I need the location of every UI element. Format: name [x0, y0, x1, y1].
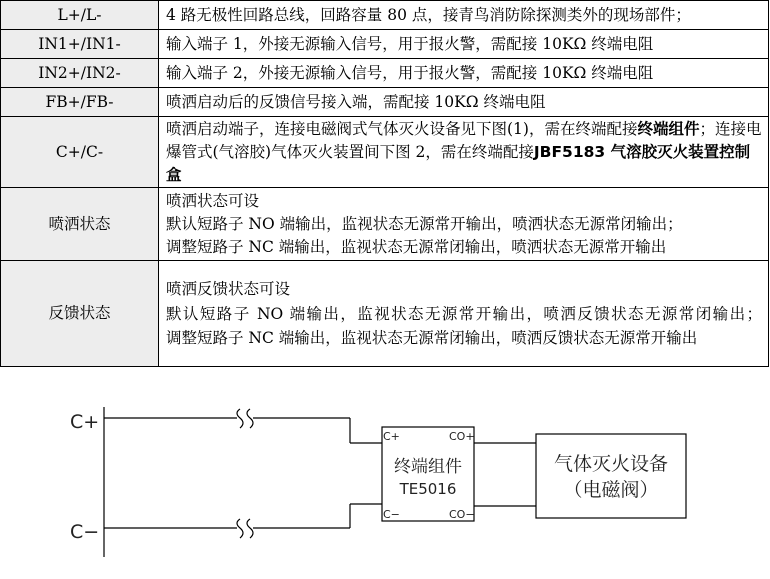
wiring-diagram: [0, 380, 770, 579]
c-desc-part2: ；连接电爆管式(气溶胶)气体灭火装置间下图 2，需在终端配接: [166, 119, 762, 161]
row-value: 4 路无极性回路总线，回路容量 80 点，接青鸟消防除探测类外的现场部件；: [159, 1, 769, 30]
pin-c-minus: C−: [383, 508, 400, 521]
row-key: L+/L-: [1, 1, 159, 30]
table-row: [1, 188, 769, 261]
table-row: [1, 117, 769, 188]
c-desc-control-box: JBF5183 气溶胶灭火装置控制盒: [166, 142, 751, 184]
row-key: IN1+/IN1-: [1, 30, 159, 59]
spray-line-2: 默认短路子 NO 端输出，监视状态无源常开输出，喷洒状态无源常闭输出；: [166, 214, 683, 233]
c-minus-label: C−: [70, 521, 100, 543]
row-key: 反馈状态: [1, 261, 159, 367]
terminal-unit-model: TE5016: [399, 480, 457, 498]
table-row: [1, 261, 769, 367]
feedback-line-1: 喷洒反馈状态可设: [166, 279, 291, 298]
pin-c-plus: C+: [383, 430, 400, 443]
feedback-line-2: 默认短路子 NO 端输出，监视状态无源常开输出，喷洒反馈状态无源常闭输出；: [166, 304, 762, 323]
row-value: 输入端子 1，外接无源输入信号，用于报火警，需配接 10KΩ 终端电阻: [159, 30, 769, 59]
feedback-line-3: 调整短路子 NC 端输出，监视状态无源常闭输出，喷洒反馈状态无源常开输出: [166, 328, 698, 347]
table-row: [1, 1, 769, 30]
row-value: [159, 188, 769, 261]
spray-line-3: 调整短路子 NC 端输出，监视状态无源常闭输出，喷洒状态无源常开输出: [166, 237, 667, 256]
terminal-unit-name: 终端组件: [394, 457, 462, 477]
row-key: 喷洒状态: [1, 188, 159, 261]
table-row: [1, 59, 769, 88]
row-key: C+/C-: [1, 117, 159, 188]
row-value: 喷洒启动后的反馈信号接入端，需配接 10KΩ 终端电阻: [159, 88, 769, 117]
table-row: [1, 30, 769, 59]
spray-line-1: 喷洒状态可设: [166, 191, 260, 210]
row-value: 输入端子 2，外接无源输入信号，用于报火警，需配接 10KΩ 终端电阻: [159, 59, 769, 88]
c-desc-terminal-unit: 终端组件: [637, 119, 700, 138]
table-row: [1, 88, 769, 117]
row-value: [159, 117, 769, 188]
c-plus-label: C+: [70, 411, 100, 433]
c-desc-part1: 喷洒启动端子，连接电磁阀式气体灭火设备见下图(1)，需在终端配接: [166, 119, 638, 138]
row-value: [159, 261, 769, 367]
pin-co-minus: CO−: [449, 508, 475, 521]
row-key: IN2+/IN2-: [1, 59, 159, 88]
pin-co-plus: CO+: [449, 430, 475, 443]
device-sub: （电磁阀）: [563, 479, 659, 501]
device-name: 气体灭火设备: [553, 453, 669, 475]
row-key: FB+/FB-: [1, 88, 159, 117]
